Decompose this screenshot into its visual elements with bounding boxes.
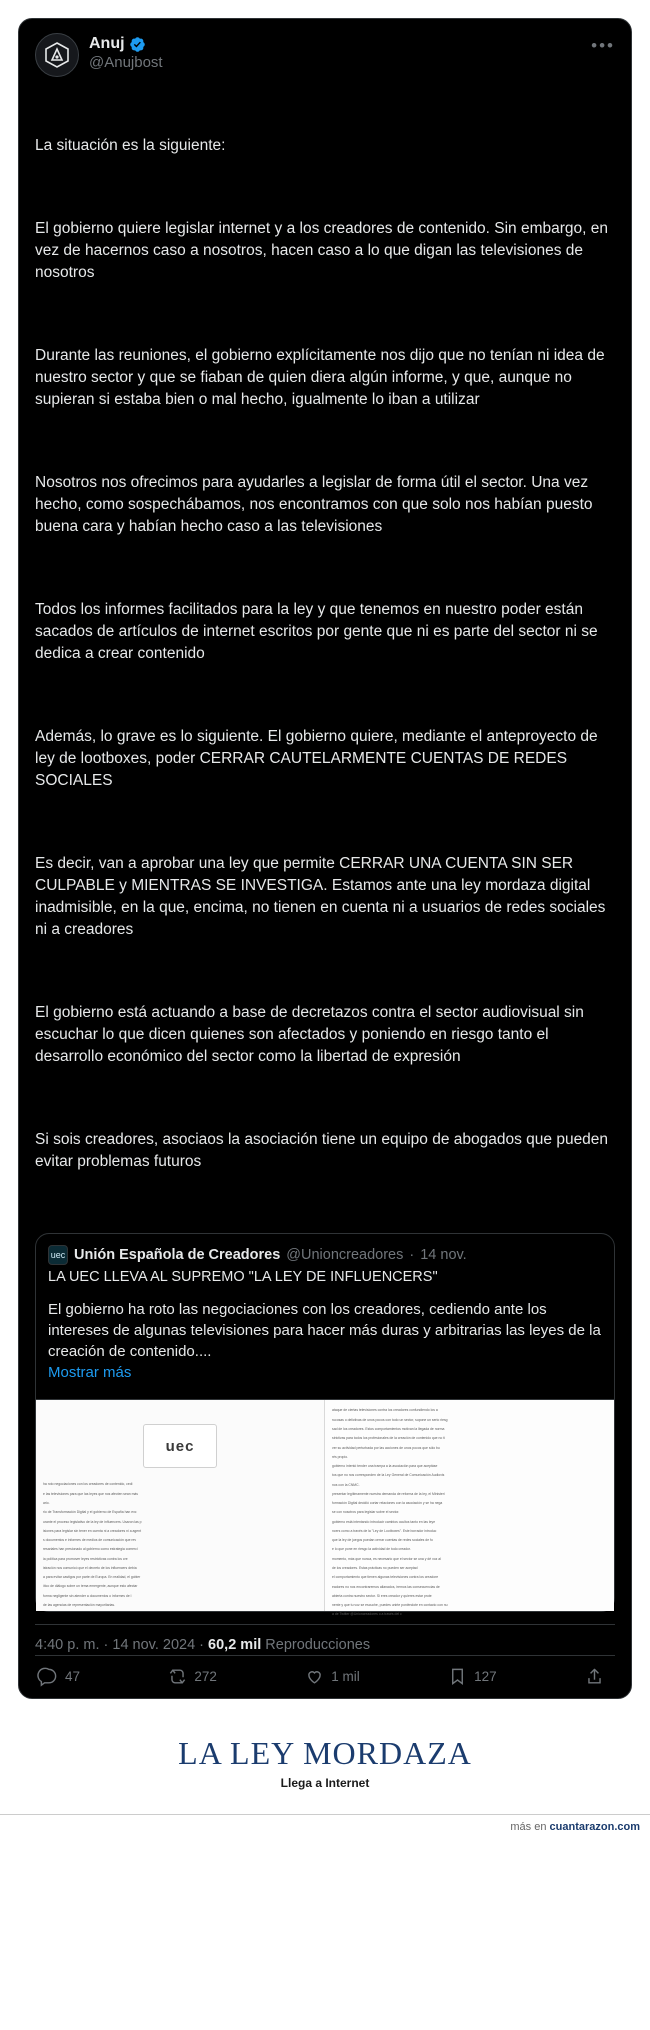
doc-line: ario. (43, 1500, 50, 1505)
meta-separator: · (195, 1637, 209, 1654)
retweet-count: 272 (194, 1669, 217, 1685)
doc-line: tos que no nos corresponden de la Ley General de Comunicación Audiovis (332, 1473, 445, 1478)
tweet-card (18, 18, 632, 1699)
doc-line: s documentos e informes de medios de comunicación que rev (43, 1538, 137, 1543)
name-row (89, 34, 163, 54)
verified-badge-icon (129, 36, 146, 53)
doc-line: sad de los creadores. Estos comportamientos motivan la llegada de norma (332, 1426, 445, 1431)
credit-prefix: más en (510, 1821, 550, 1834)
uec-logo-text: uec (165, 1437, 195, 1455)
avatar-logo-icon (42, 40, 72, 70)
tweet-paragraph: El gobierno está actuando a base de decretazos contra el sector audiovisual sin escuchar lo que dicen quienes son afectados y poniendo en riesgo tanto el desarrollo económico del sector como la libertad de expresión (35, 1004, 589, 1065)
doc-line: ítico de diálogo sobre un tema emergente, aunque esto afectar (43, 1584, 138, 1589)
document-right-text (332, 1408, 607, 1617)
tweet-paragraph: Todos los informes facilitados para la ley y que tenemos en nuestro poder están sacados de artículos de internet escritos por gente que ni es parte del sector ni se dedica a crear contenido (35, 601, 602, 662)
retweet-icon (168, 1667, 187, 1686)
quoted-avatar[interactable]: uec (48, 1245, 68, 1265)
doc-line: que la ley de juegos puedan cerrar cuentas de redes sociales de fo (332, 1538, 433, 1543)
share-button[interactable] (585, 1667, 611, 1686)
share-icon (585, 1667, 604, 1686)
tweet-header (35, 33, 615, 77)
doc-line: urante el proceso legislativo de la ley de influencers. Usaron las p (43, 1519, 142, 1524)
doc-line: ia política para promover leyes restrictivas contra los cre (43, 1556, 128, 1561)
quoted-tweet-body (36, 1234, 614, 1389)
document-preview-image[interactable] (36, 1399, 614, 1617)
quoted-date-separator: · (409, 1247, 415, 1263)
doc-line: gobierno está intentando introducir cambios ocultos tanto en las leye (332, 1519, 436, 1524)
quoted-title: LA UEC LLEVA AL SUPREMO "LA LEY DE INFLUENCERS" (48, 1269, 438, 1285)
bookmark-count: 127 (474, 1669, 497, 1685)
retweet-button[interactable] (168, 1667, 217, 1686)
quoted-display-name[interactable]: Unión Española de Creadores (74, 1247, 281, 1263)
document-left-column (36, 1400, 325, 1611)
document-right-column (325, 1400, 614, 1617)
quoted-tweet[interactable] (35, 1233, 615, 1617)
display-name[interactable]: Anuj (89, 35, 125, 52)
meta-separator: · (99, 1637, 113, 1654)
quoted-tweet-header (48, 1245, 602, 1265)
reply-button[interactable] (39, 1667, 80, 1686)
views-count: 60,2 mil (208, 1637, 262, 1654)
doc-line: resariales han presionado al gobierno como estrategia comerci (43, 1547, 138, 1552)
doc-line: momento, más que nunca, es necesario que el sector se una y dé voz al (332, 1556, 441, 1561)
show-more-link[interactable]: Mostrar más (48, 1364, 132, 1382)
footer-title: LA LEY MORDAZA (178, 1735, 472, 1772)
name-block (89, 33, 163, 73)
uec-logo (143, 1424, 217, 1468)
doc-line: rucosas o delictivas de unos pocos con todo un sector, supone un serio riesg (332, 1417, 448, 1422)
tweet-paragraph: Nosotros nos ofrecimos para ayudarles a legislar de forma útil el sector. Una vez hecho, como sospechábamos, nos encontramos con que solo nos habían puesto buena cara y habían hecho caso a las televisiones (35, 474, 597, 535)
bookmark-icon (448, 1667, 467, 1686)
doc-line: a para evitar castigos por parte de Europa. En realidad, el gobier (43, 1575, 141, 1580)
doc-line: a de Twitter @Unioncreadores o a través del c (332, 1612, 402, 1617)
doc-line: de las agencias de representación mayoritarias. (43, 1602, 115, 1607)
handle[interactable]: @Anujbost (89, 54, 163, 71)
quoted-date: 14 nov. (420, 1247, 467, 1263)
doc-line: gobierno intentó tender una trampa a la asociación para que aceptáse (332, 1464, 438, 1469)
tweet-actions-bar (35, 1655, 615, 1688)
site-credit-bar (0, 1814, 650, 1841)
quoted-text: El gobierno ha roto las negociaciones con los creadores, cediendo ante los intereses de algunas televisiones para hacer más duras y arbitrarias las leyes de la creación de contenido.... (48, 1300, 601, 1361)
doc-line: el comportamiento que tienen algunas televisiones contra los creadore (332, 1575, 439, 1580)
doc-line: strictivas para todos los profesionales de la creación de contenido que no ti (332, 1436, 445, 1441)
tweet-paragraph: Si sois creadores, asociaos la asociación tiene un equipo de abogados que pueden evitar problemas futuros (35, 1131, 613, 1170)
like-button[interactable] (305, 1667, 360, 1686)
doc-line: istración nos comunicó que el decreto de los influencers debía (43, 1565, 137, 1570)
quoted-handle[interactable]: @Unioncreadores (286, 1247, 404, 1263)
document-left-text (43, 1482, 317, 1608)
doc-line: e lo que pone en riesgo la actividad de todo creador. (332, 1547, 411, 1552)
tweet-paragraph: Además, lo grave es lo siguiente. El gobierno quiere, mediante el anteproyecto de ley de lootboxes, poder CERRAR CAUTELARMENTE CUENTAS DE REDES SOCIALES (35, 728, 602, 789)
credit-brand[interactable]: cuantarazon.com (549, 1821, 640, 1834)
doc-line: rés propio. (332, 1454, 349, 1459)
doc-line: ataque de ciertas televisiones contra los creadores confundiendo los a (332, 1408, 438, 1413)
reply-icon (39, 1667, 58, 1686)
doc-line: ha roto negociaciones con los creadores de contenido, cedi (43, 1482, 133, 1487)
doc-line: nente y que tu voz se escuche, puedes unirte poniéndote en contacto con nu (332, 1603, 448, 1608)
doc-line: e las televisiones para que las leyes que nos afecten sean más (43, 1491, 138, 1496)
doc-line: ncers como a través de la "Ley de Lootboxes". Este borrador introduc (332, 1528, 437, 1533)
tweet-text (35, 91, 615, 1217)
doc-line: forma negligente sin atender a documentos o informes de l (43, 1593, 132, 1598)
doc-line: formación Digital decidió cortar relaciones con la asociación y se ha nega (332, 1501, 443, 1506)
tweet-paragraph: Es decir, van a aprobar una ley que permite CERRAR UNA CUENTA SIN SER CULPABLE y MIENTRAS SE INVESTIGA. Estamos ante una ley mordaza digital inadmisible, en la que, encima, no tienen en cuenta ni a usuarios de redes sociales ni a creadores (35, 855, 610, 938)
doc-line: se con nosotros para legislar sobre el sector. (332, 1510, 400, 1515)
more-options-icon[interactable]: ••• (591, 36, 615, 55)
doc-line: ver su actividad perturbada por las acciones de unos pocos que sólo bu (332, 1445, 440, 1450)
doc-line: isiones para legislar sin tener en cuenta ni a creadores ni a agent (43, 1528, 142, 1533)
bookmark-button[interactable] (448, 1667, 497, 1686)
tweet-time: 4:40 p. m. (35, 1637, 100, 1654)
footer-banner (0, 1719, 650, 1802)
doc-line: eadores no nos encontraremos allanados, iremos las consecuencias de (332, 1584, 440, 1589)
doc-line: abierta contra nuestro sector. Si eres creador y quieres estar prote (332, 1593, 432, 1598)
doc-line: nos con la CNMC. (332, 1482, 360, 1487)
footer-subtitle: Llega a Internet (280, 1776, 370, 1791)
heart-icon (305, 1667, 324, 1686)
tweet-paragraph: El gobierno quiere legislar internet y a los creadores de contenido. Sin embargo, en vez de hacernos caso a nosotros, hacen caso a lo que digan las televisiones de nosotros (35, 220, 613, 281)
reply-count: 47 (65, 1669, 81, 1685)
tweet-paragraph: Durante las reuniones, el gobierno explícitamente nos dijo que no tenían ni idea de nuestro sector y que se fiaban de quien diera algún informe, y que, aunque no supieran si estaba bien o mal hecho, igualmente lo iban a utilizar (35, 347, 609, 408)
like-count: 1 mil (331, 1669, 360, 1685)
tweet-paragraph: La situación es la siguiente: (35, 137, 226, 154)
doc-line: de los creadores. Estas prácticas no pueden ser aceptad (332, 1565, 418, 1570)
doc-line: presentar legítimamente nuestra demanda de reforma de la ley, el Ministeri (332, 1491, 445, 1496)
views-label: Reproducciones (265, 1637, 371, 1654)
doc-line: rio de Transformación Digital y el gobierno de España han exc (43, 1510, 137, 1515)
tweet-metadata (35, 1624, 615, 1653)
tweet-date: 14 nov. 2024 (112, 1637, 196, 1654)
avatar[interactable] (35, 33, 79, 77)
